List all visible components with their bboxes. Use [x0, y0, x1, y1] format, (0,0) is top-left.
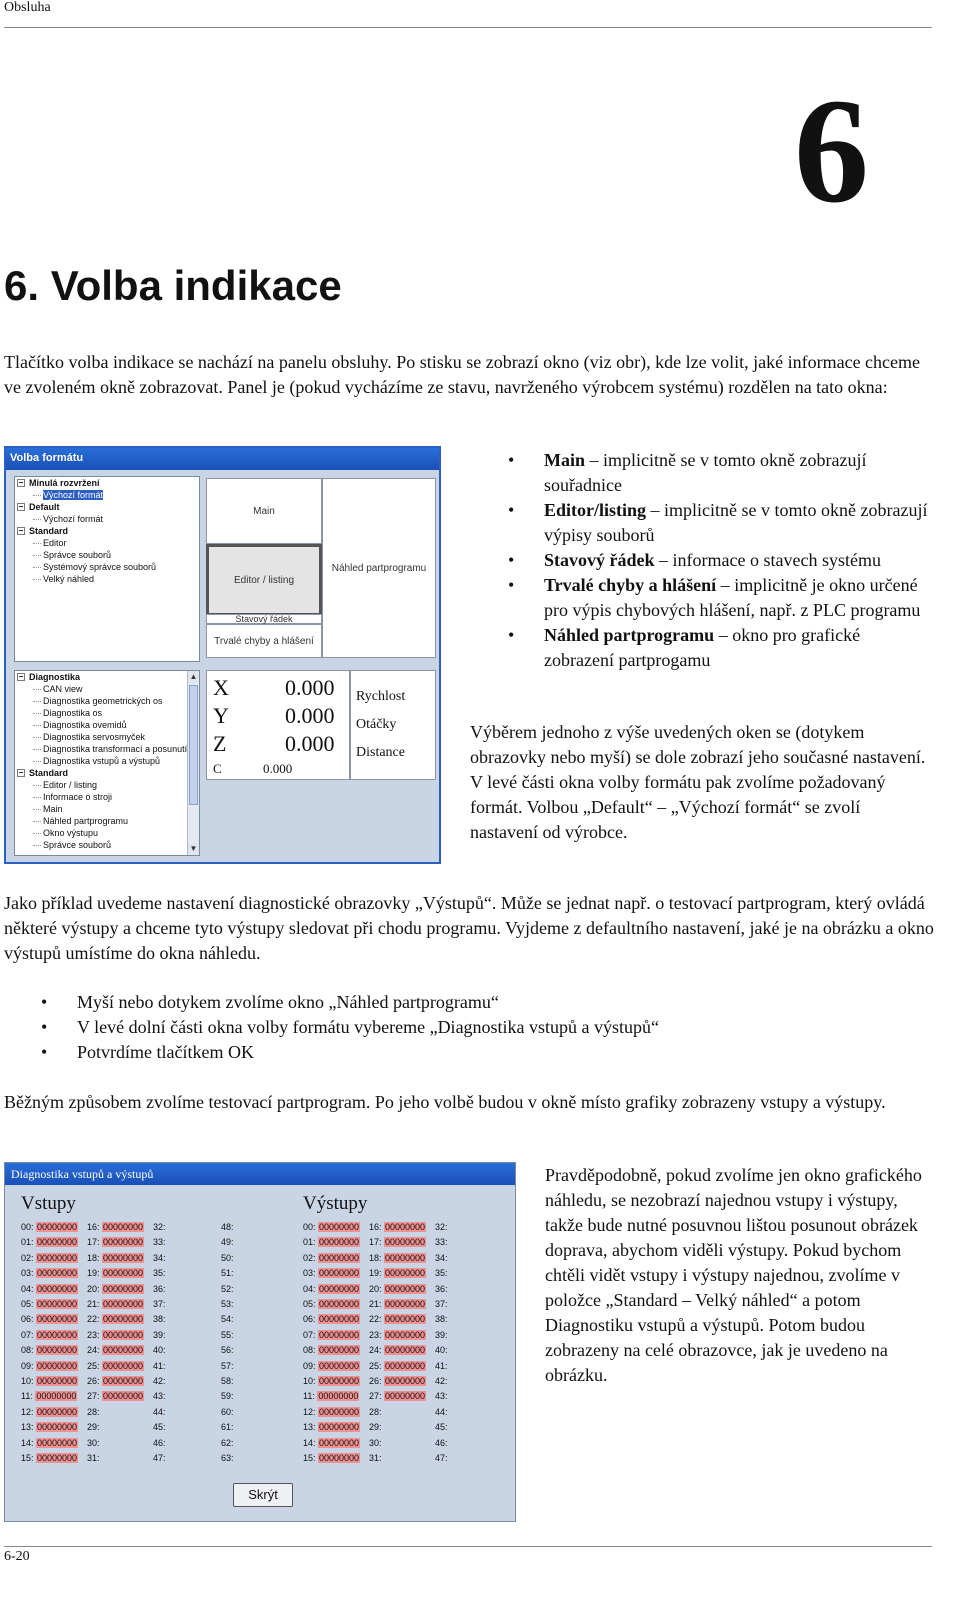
io-cell: 08: 00000000	[303, 1345, 360, 1356]
pane-editor-listing[interactable]: Editor / listing	[206, 544, 322, 616]
axis-c-value: 0.000	[263, 761, 293, 776]
tree-item[interactable]	[15, 683, 199, 695]
io-cell: 05: 00000000	[303, 1299, 360, 1309]
rpm-label: Otáčky	[356, 717, 397, 732]
scroll-thumb[interactable]	[189, 685, 198, 805]
tree-item-label: Diagnostika geometrických os	[43, 696, 163, 706]
tree-item[interactable]	[15, 815, 199, 827]
coordinates-panel	[206, 670, 350, 780]
io-cell: 31:	[87, 1453, 100, 1463]
tree-item-label: Editor	[43, 538, 67, 548]
io-cell: 47:	[153, 1453, 166, 1463]
tree-item-label: Náhled partprogramu	[43, 816, 129, 826]
tree-item[interactable]	[15, 573, 199, 585]
run-paragraph: Běžným způsobem zvolíme testovací partprogram. Po jeho volbě budou v okně místo grafiky zobrazeny vstupy a výstupy.	[4, 1092, 886, 1112]
io-cell: 48:	[221, 1222, 234, 1232]
io-cell: 34:	[153, 1252, 166, 1263]
io-cell: 41:	[435, 1360, 448, 1371]
io-cell: 02: 00000000	[21, 1252, 78, 1263]
list-item: • Potvrdíme tlačítkem OK	[77, 1040, 659, 1065]
chapter-number: 6	[794, 68, 869, 234]
windows-list	[544, 448, 934, 673]
format-dialog	[4, 446, 441, 864]
inputs-label: Vstupy	[21, 1193, 76, 1214]
axis-x-value: 0.000	[285, 675, 335, 700]
tree-item-label: Main	[43, 804, 63, 814]
io-cell: 04: 00000000	[21, 1283, 78, 1294]
io-cell: 44:	[153, 1406, 166, 1417]
tree-item[interactable]	[15, 791, 199, 803]
tree-item-label: Informace o stroji	[43, 792, 113, 802]
io-cell: 16: 00000000	[369, 1222, 426, 1232]
io-cell: 19: 00000000	[87, 1268, 144, 1279]
io-cell: 37:	[435, 1299, 448, 1309]
io-cell: 24: 00000000	[87, 1345, 144, 1356]
tree-item-label: Systémový správce souborů	[43, 562, 157, 572]
tree-scrollbar[interactable]	[187, 671, 199, 855]
io-cell: 14: 00000000	[303, 1437, 360, 1448]
format-dialog-title: Volba formátu	[6, 448, 439, 470]
axis-c-label: C	[213, 761, 222, 776]
hide-button[interactable]: Skrýt	[233, 1483, 293, 1507]
inputs-grid	[21, 1221, 291, 1471]
tree-item[interactable]	[15, 537, 199, 549]
io-cell: 07: 00000000	[303, 1329, 360, 1340]
io-cell: 40:	[153, 1345, 166, 1356]
io-cell: 58:	[221, 1376, 234, 1386]
chapter-title: 6. Volba indikace	[4, 262, 342, 309]
io-cell: 28:	[87, 1406, 100, 1417]
io-cell: 21: 00000000	[369, 1299, 426, 1309]
tree-item[interactable]	[15, 743, 199, 755]
tree-item-label: Diagnostika vstupů a výstupů	[43, 756, 161, 766]
io-cell: 31:	[369, 1453, 382, 1463]
io-cell: 24: 00000000	[369, 1345, 426, 1356]
io-cell: 00: 00000000	[303, 1222, 360, 1232]
format-tree-bottom[interactable]	[14, 670, 200, 856]
io-cell: 43:	[153, 1391, 166, 1402]
collapse-icon[interactable]: −	[18, 478, 24, 487]
list-item: • Editor/listing – implicitně se v tomto okně zobrazují výpisy souborů	[544, 498, 934, 548]
io-cell: 63:	[221, 1453, 234, 1463]
io-cell: 03: 00000000	[21, 1268, 78, 1279]
tree-item[interactable]	[15, 513, 199, 525]
tree-item[interactable]	[15, 839, 199, 851]
io-cell: 12: 00000000	[21, 1406, 78, 1417]
io-cell: 06: 00000000	[21, 1314, 78, 1325]
io-cell: 52:	[221, 1283, 234, 1294]
collapse-icon[interactable]: −	[18, 502, 24, 511]
outputs-grid	[303, 1221, 503, 1471]
io-cell: 11: 00000000	[303, 1391, 359, 1402]
scroll-up-icon[interactable]: ▲	[189, 672, 198, 681]
io-cell: 01: 00000000	[21, 1237, 78, 1248]
footer-rule	[4, 1546, 932, 1547]
pane-main[interactable]: Main	[206, 478, 322, 544]
io-cell: 11: 00000000	[21, 1391, 77, 1402]
tree-item-label: Diagnostika	[29, 672, 81, 682]
scroll-down-icon[interactable]: ▼	[189, 844, 198, 853]
tree-item-label: Okno výstupu	[43, 828, 99, 838]
io-cell: 21: 00000000	[87, 1299, 144, 1309]
io-cell: 28:	[369, 1406, 382, 1417]
io-cell: 01: 00000000	[303, 1237, 360, 1248]
io-cell: 59:	[221, 1391, 234, 1402]
distance-label: Distance	[356, 745, 405, 760]
io-cell: 17: 00000000	[369, 1237, 426, 1248]
io-cell: 02: 00000000	[303, 1252, 360, 1263]
io-cell: 49:	[221, 1237, 234, 1248]
io-cell: 30:	[369, 1437, 382, 1448]
io-cell: 13: 00000000	[303, 1422, 360, 1433]
tree-item-label: Velký náhled	[43, 574, 95, 584]
io-cell: 32:	[435, 1222, 448, 1232]
tree-item-label: Diagnostika transformací a posunutí	[43, 744, 188, 754]
tree-item[interactable]	[15, 561, 199, 573]
tree-item[interactable]	[15, 707, 199, 719]
io-cell: 27: 00000000	[87, 1391, 144, 1402]
axis-z-label: Z	[213, 731, 227, 756]
tree-group[interactable]	[15, 671, 199, 683]
io-cell: 25: 00000000	[369, 1360, 426, 1371]
pane-status-line[interactable]: Stavový řádek	[206, 614, 322, 624]
outputs-label: Výstupy	[303, 1193, 368, 1214]
collapse-icon[interactable]: −	[18, 526, 24, 535]
io-cell: 23: 00000000	[87, 1329, 144, 1340]
io-cell: 42:	[435, 1376, 448, 1386]
tree-item-label: Editor / listing	[43, 780, 98, 790]
tree-item[interactable]	[15, 755, 199, 767]
tree-item[interactable]	[15, 779, 199, 791]
tree-item-label: Výchozí formát	[43, 514, 104, 524]
io-cell: 33:	[153, 1237, 166, 1248]
io-cell: 19: 00000000	[369, 1268, 426, 1279]
io-cell: 60:	[221, 1406, 234, 1417]
io-cell: 36:	[153, 1283, 166, 1294]
io-cell: 62:	[221, 1437, 234, 1448]
tree-group[interactable]	[15, 525, 199, 537]
io-cell: 35:	[153, 1268, 166, 1279]
io-cell: 36:	[435, 1283, 448, 1294]
io-cell: 32:	[153, 1222, 166, 1232]
io-cell: 18: 00000000	[87, 1252, 144, 1263]
tree-item-label: Výchozí formát	[43, 490, 104, 500]
tree-item[interactable]	[15, 827, 199, 839]
io-cell: 07: 00000000	[21, 1329, 78, 1340]
io-cell: 40:	[435, 1345, 448, 1356]
coordinates-side-panel	[350, 670, 436, 780]
list-item: • Trvalé chyby a hlášení – implicitně je okno určené pro výpis chybových hlášení, např. z PLC programu	[544, 573, 934, 623]
io-cell: 54:	[221, 1314, 234, 1325]
io-cell: 41:	[153, 1360, 166, 1371]
tree-item-label: Správce souborů	[43, 840, 112, 850]
io-cell: 15: 00000000	[303, 1453, 360, 1463]
io-cell: 34:	[435, 1252, 448, 1263]
list-item: • Myší nebo dotykem zvolíme okno „Náhled partprogramu“	[77, 990, 659, 1015]
io-cell: 47:	[435, 1453, 448, 1463]
axis-z-value: 0.000	[285, 731, 335, 756]
io-cell: 45:	[153, 1422, 166, 1433]
io-cell: 15: 00000000	[21, 1453, 78, 1463]
io-cell: 57:	[221, 1360, 234, 1371]
io-cell: 44:	[435, 1406, 448, 1417]
io-cell: 09: 00000000	[21, 1360, 78, 1371]
io-cell: 29:	[87, 1422, 100, 1433]
axis-y-value: 0.000	[285, 703, 335, 728]
io-cell: 33:	[435, 1237, 448, 1248]
list-item: • V levé dolní části okna volby formátu vybereme „Diagnostika vstupů a výstupů“	[77, 1015, 659, 1040]
format-tree-top[interactable]	[14, 476, 200, 662]
io-cell: 26: 00000000	[87, 1376, 144, 1386]
io-cell: 37:	[153, 1299, 166, 1309]
pane-errors[interactable]: Trvalé chyby a hlášení	[206, 624, 322, 658]
io-cell: 27: 00000000	[369, 1391, 426, 1402]
example-paragraph: Jako příklad uvedeme nastavení diagnostické obrazovky „Výstupů“. Může se jednat např. o testovací partprogram, který ovládá některé výstupy a chceme tyto výstupy sledovat při chodu programu. Vyjdeme z defaultního nastavení, jaké je na obrázku a okno výstupů umístíme do okna náhledu.	[4, 893, 934, 963]
io-cell: 50:	[221, 1252, 234, 1263]
io-cell: 12: 00000000	[303, 1406, 360, 1417]
tree-item[interactable]	[15, 731, 199, 743]
io-cell: 61:	[221, 1422, 234, 1433]
io-cell: 26: 00000000	[369, 1376, 426, 1386]
steps-list	[77, 990, 659, 1065]
tree-item-label: Diagnostika os	[43, 708, 103, 718]
tree-item-label: Diagnostika servosmyček	[43, 732, 146, 742]
collapse-icon[interactable]: −	[18, 672, 24, 681]
fullscreen-note: Pravděpodobně, pokud zvolíme jen okno grafického náhledu, se nezobrazí najednou vstupy i výstupy, takže bude nutné posuvnou lištou posunout obrázek doprava, abychom viděli výstupy. Pokud bychom chtěli vidět vstupy i výstupy najednou, zvolíme v položce „Standard – Velký náhled“ a potom Diagnostiku vstupů a výstupů. Potom budou zobrazeny na celé obrazovce, jak je uvedeno na obrázku.	[545, 1165, 922, 1385]
io-cell: 18: 00000000	[369, 1252, 426, 1263]
io-cell: 38:	[153, 1314, 166, 1325]
io-cell: 04: 00000000	[303, 1283, 360, 1294]
tree-item-label: Správce souborů	[43, 550, 112, 560]
axis-x-label: X	[213, 675, 229, 700]
tree-group[interactable]	[15, 477, 199, 489]
io-cell: 06: 00000000	[303, 1314, 360, 1325]
io-cell: 46:	[435, 1437, 448, 1448]
io-cell: 10: 00000000	[303, 1376, 360, 1386]
page-number: 6-20	[4, 1549, 30, 1564]
tree-item[interactable]	[15, 695, 199, 707]
io-cell: 51:	[221, 1268, 234, 1279]
io-cell: 38:	[435, 1314, 448, 1325]
io-cell: 23: 00000000	[369, 1329, 426, 1340]
io-cell: 25: 00000000	[87, 1360, 144, 1371]
tree-item-label: Standard	[29, 526, 69, 536]
intro-paragraph: Tlačítko volba indikace se nachází na panelu obsluhy. Po stisku se zobrazí okno (viz obr), kde lze volit, jaké informace chceme ve zvoleném okně zobrazovat. Panel je (pokud vycházíme ze stavu, navrženého výrobcem systému) rozdělen na tato okna:	[4, 352, 921, 397]
collapse-icon[interactable]: −	[18, 768, 24, 777]
io-cell: 22: 00000000	[87, 1314, 144, 1325]
tree-item[interactable]	[15, 803, 199, 815]
io-cell: 39:	[435, 1329, 448, 1340]
io-cell: 29:	[369, 1422, 382, 1433]
tree-item[interactable]	[15, 489, 199, 501]
io-cell: 17: 00000000	[87, 1237, 144, 1248]
io-cell: 00: 00000000	[21, 1222, 78, 1232]
tree-item-label: Minulá rozvržení	[29, 478, 100, 488]
io-cell: 16: 00000000	[87, 1222, 144, 1232]
io-cell: 39:	[153, 1329, 166, 1340]
tree-item-label: CAN view	[43, 684, 83, 694]
io-cell: 05: 00000000	[21, 1299, 78, 1309]
io-cell: 09: 00000000	[303, 1360, 360, 1371]
tree-item[interactable]	[15, 549, 199, 561]
io-cell: 42:	[153, 1376, 166, 1386]
selection-description: Výběrem jednoho z výše uvedených oken se (dotykem obrazovky nebo myší) se dole zobrazí jeho současné nastavení. V levé části okna volby formátu pak zvolíme požadovaný formát. Volbou „Default“ – „Výchozí formát“ se zvolí nastavení od výrobce.	[470, 722, 926, 842]
tree-item-label: Standard	[29, 768, 69, 778]
io-cell: 03: 00000000	[303, 1268, 360, 1279]
tree-group[interactable]	[15, 501, 199, 513]
io-cell: 53:	[221, 1299, 234, 1309]
pane-preview[interactable]: Náhled partprogramu	[322, 478, 436, 658]
io-cell: 30:	[87, 1437, 100, 1448]
tree-item[interactable]	[15, 719, 199, 731]
io-cell: 10: 00000000	[21, 1376, 78, 1386]
io-cell: 20: 00000000	[369, 1283, 426, 1294]
speed-label: Rychlost	[356, 689, 406, 704]
running-header: Obsluha	[4, 0, 51, 15]
list-item: • Main – implicitně se v tomto okně zobrazují souřadnice	[544, 448, 934, 498]
io-cell: 45:	[435, 1422, 448, 1433]
axis-y-label: Y	[213, 703, 229, 728]
io-cell: 55:	[221, 1329, 234, 1340]
list-item: • Stavový řádek – informace o stavech systému	[544, 548, 934, 573]
tree-item-label: Diagnostika ovemidů	[43, 720, 127, 730]
io-cell: 46:	[153, 1437, 166, 1448]
io-diagnostics-dialog	[4, 1162, 516, 1522]
tree-group[interactable]	[15, 767, 199, 779]
tree-item-label: Default	[29, 502, 60, 512]
io-cell: 22: 00000000	[369, 1314, 426, 1325]
list-item: • Náhled partprogramu – okno pro grafické zobrazení partprogamu	[544, 623, 934, 673]
io-cell: 43:	[435, 1391, 448, 1402]
io-cell: 13: 00000000	[21, 1422, 78, 1433]
io-cell: 35:	[435, 1268, 448, 1279]
header-rule	[4, 27, 932, 28]
io-cell: 08: 00000000	[21, 1345, 78, 1356]
io-dialog-title: Diagnostika vstupů a výstupů	[5, 1163, 515, 1185]
io-cell: 14: 00000000	[21, 1437, 78, 1448]
io-cell: 56:	[221, 1345, 234, 1356]
io-cell: 20: 00000000	[87, 1283, 144, 1294]
